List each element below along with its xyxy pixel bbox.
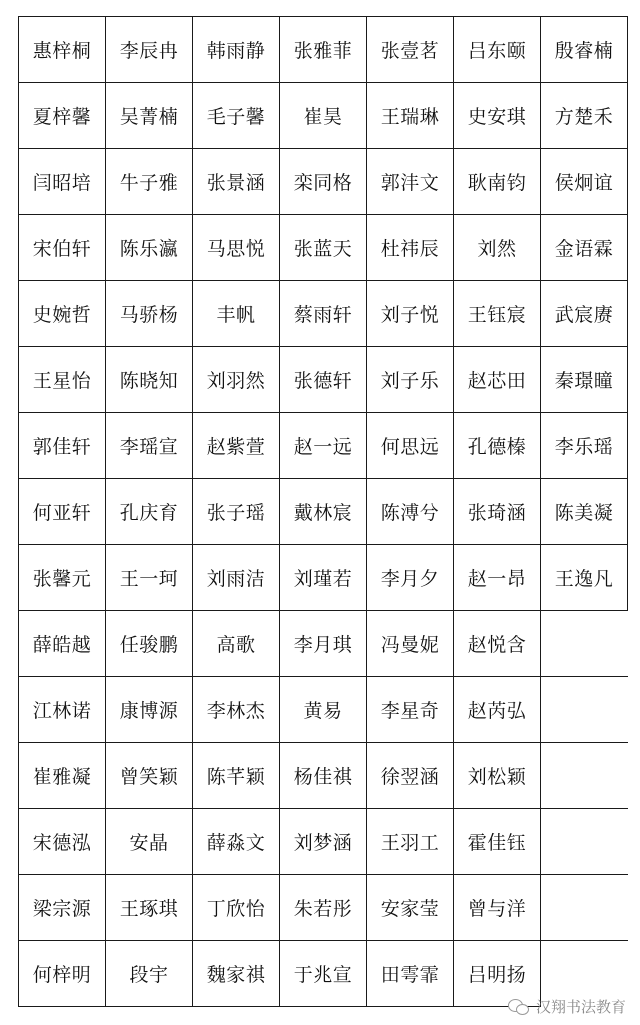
name-cell: 王琢琪 <box>106 875 193 941</box>
name-cell: 吕东颐 <box>454 17 541 83</box>
name-cell: 武宸赓 <box>541 281 628 347</box>
name-cell: 刘瑾若 <box>280 545 367 611</box>
name-cell: 王一珂 <box>106 545 193 611</box>
table-row <box>19 545 628 611</box>
name-cell: 李月琪 <box>280 611 367 677</box>
name-cell: 秦璟曈 <box>541 347 628 413</box>
name-cell: 张德轩 <box>280 347 367 413</box>
roster-body <box>19 17 628 1007</box>
name-cell: 朱若彤 <box>280 875 367 941</box>
name-cell: 李星奇 <box>367 677 454 743</box>
name-cell: 栾同格 <box>280 149 367 215</box>
name-cell: 杜祎辰 <box>367 215 454 281</box>
name-cell: 李林杰 <box>193 677 280 743</box>
name-cell: 曾与洋 <box>454 875 541 941</box>
name-cell: 惠梓桐 <box>19 17 106 83</box>
name-cell: 丁欣怡 <box>193 875 280 941</box>
name-cell: 刘子乐 <box>367 347 454 413</box>
name-cell: 张琦涵 <box>454 479 541 545</box>
name-cell: 孔庆育 <box>106 479 193 545</box>
watermark <box>508 996 626 1017</box>
name-cell: 耿南钧 <box>454 149 541 215</box>
name-cell: 曾笑颖 <box>106 743 193 809</box>
name-cell: 刘松颖 <box>454 743 541 809</box>
name-cell: 陈晓知 <box>106 347 193 413</box>
name-cell: 宋德泓 <box>19 809 106 875</box>
table-row <box>19 149 628 215</box>
name-cell: 李月夕 <box>367 545 454 611</box>
name-cell: 闫昭培 <box>19 149 106 215</box>
name-cell: 戴林宸 <box>280 479 367 545</box>
name-cell: 黄易 <box>280 677 367 743</box>
name-cell: 宋伯轩 <box>19 215 106 281</box>
name-cell: 侯炯谊 <box>541 149 628 215</box>
name-cell: 吴菁楠 <box>106 83 193 149</box>
name-cell: 王瑞琳 <box>367 83 454 149</box>
name-cell: 霍佳钰 <box>454 809 541 875</box>
name-cell: 梁宗源 <box>19 875 106 941</box>
empty-cell <box>541 809 628 875</box>
name-cell: 方楚禾 <box>541 83 628 149</box>
name-cell: 田雩霏 <box>367 941 454 1007</box>
name-cell: 王星怡 <box>19 347 106 413</box>
table-row <box>19 809 628 875</box>
name-cell: 陈芊颖 <box>193 743 280 809</box>
table-row <box>19 413 628 479</box>
name-cell: 何思远 <box>367 413 454 479</box>
name-cell: 刘雨洁 <box>193 545 280 611</box>
name-cell: 张壹茗 <box>367 17 454 83</box>
table-row <box>19 677 628 743</box>
table-row <box>19 743 628 809</box>
name-cell: 赵一远 <box>280 413 367 479</box>
table-row <box>19 479 628 545</box>
name-cell: 殷睿楠 <box>541 17 628 83</box>
name-cell: 刘然 <box>454 215 541 281</box>
empty-cell <box>541 743 628 809</box>
name-cell: 吕明扬 <box>454 941 541 1007</box>
name-cell: 徐翌涵 <box>367 743 454 809</box>
name-cell: 冯曼妮 <box>367 611 454 677</box>
name-cell: 王逸凡 <box>541 545 628 611</box>
empty-cell <box>541 875 628 941</box>
name-cell: 高歌 <box>193 611 280 677</box>
name-cell: 薛皓越 <box>19 611 106 677</box>
name-cell: 刘梦涵 <box>280 809 367 875</box>
watermark-text: 汉翔书法教育 <box>535 998 626 1016</box>
table-row <box>19 215 628 281</box>
name-cell: 马骄杨 <box>106 281 193 347</box>
name-cell: 陈乐瀛 <box>106 215 193 281</box>
name-cell: 杨佳祺 <box>280 743 367 809</box>
table-row <box>19 83 628 149</box>
name-cell: 何亚轩 <box>19 479 106 545</box>
name-cell: 金语霖 <box>541 215 628 281</box>
name-cell: 赵芯田 <box>454 347 541 413</box>
name-cell: 李辰冉 <box>106 17 193 83</box>
empty-cell <box>541 611 628 677</box>
name-roster-table <box>18 16 628 1007</box>
name-cell: 康博源 <box>106 677 193 743</box>
name-cell: 郭佳轩 <box>19 413 106 479</box>
name-cell: 孔德榛 <box>454 413 541 479</box>
name-cell: 王钰宸 <box>454 281 541 347</box>
name-cell: 张雅菲 <box>280 17 367 83</box>
name-cell: 丰帆 <box>193 281 280 347</box>
name-cell: 张景涵 <box>193 149 280 215</box>
name-cell: 魏家祺 <box>193 941 280 1007</box>
name-cell: 牛子雅 <box>106 149 193 215</box>
name-cell: 崔雅凝 <box>19 743 106 809</box>
name-cell: 段宇 <box>106 941 193 1007</box>
name-cell: 蔡雨轩 <box>280 281 367 347</box>
name-cell: 江林诺 <box>19 677 106 743</box>
name-cell: 李瑶宣 <box>106 413 193 479</box>
name-cell: 张蓝天 <box>280 215 367 281</box>
name-cell: 马思悦 <box>193 215 280 281</box>
name-cell: 刘羽然 <box>193 347 280 413</box>
name-cell: 王羽工 <box>367 809 454 875</box>
name-cell: 崔昊 <box>280 83 367 149</box>
name-cell: 赵紫萱 <box>193 413 280 479</box>
name-cell: 毛子馨 <box>193 83 280 149</box>
name-cell: 薛淼文 <box>193 809 280 875</box>
table-row <box>19 875 628 941</box>
name-cell: 史婉哲 <box>19 281 106 347</box>
name-cell: 夏梓馨 <box>19 83 106 149</box>
table-row <box>19 17 628 83</box>
name-cell: 赵一昂 <box>454 545 541 611</box>
name-cell: 任骏鹏 <box>106 611 193 677</box>
name-cell: 赵悦含 <box>454 611 541 677</box>
name-cell: 刘子悦 <box>367 281 454 347</box>
wechat-icon <box>508 999 530 1015</box>
name-cell: 李乐瑶 <box>541 413 628 479</box>
name-cell: 于兆宣 <box>280 941 367 1007</box>
name-cell: 安家莹 <box>367 875 454 941</box>
table-row <box>19 347 628 413</box>
name-cell: 赵芮弘 <box>454 677 541 743</box>
name-cell: 何梓明 <box>19 941 106 1007</box>
name-cell: 安晶 <box>106 809 193 875</box>
empty-cell <box>541 677 628 743</box>
name-cell: 郭沣文 <box>367 149 454 215</box>
name-cell: 陈美凝 <box>541 479 628 545</box>
name-cell: 张馨元 <box>19 545 106 611</box>
name-cell: 史安琪 <box>454 83 541 149</box>
table-row <box>19 281 628 347</box>
name-cell: 张子瑶 <box>193 479 280 545</box>
name-cell: 陈溥兮 <box>367 479 454 545</box>
table-row <box>19 611 628 677</box>
name-cell: 韩雨静 <box>193 17 280 83</box>
